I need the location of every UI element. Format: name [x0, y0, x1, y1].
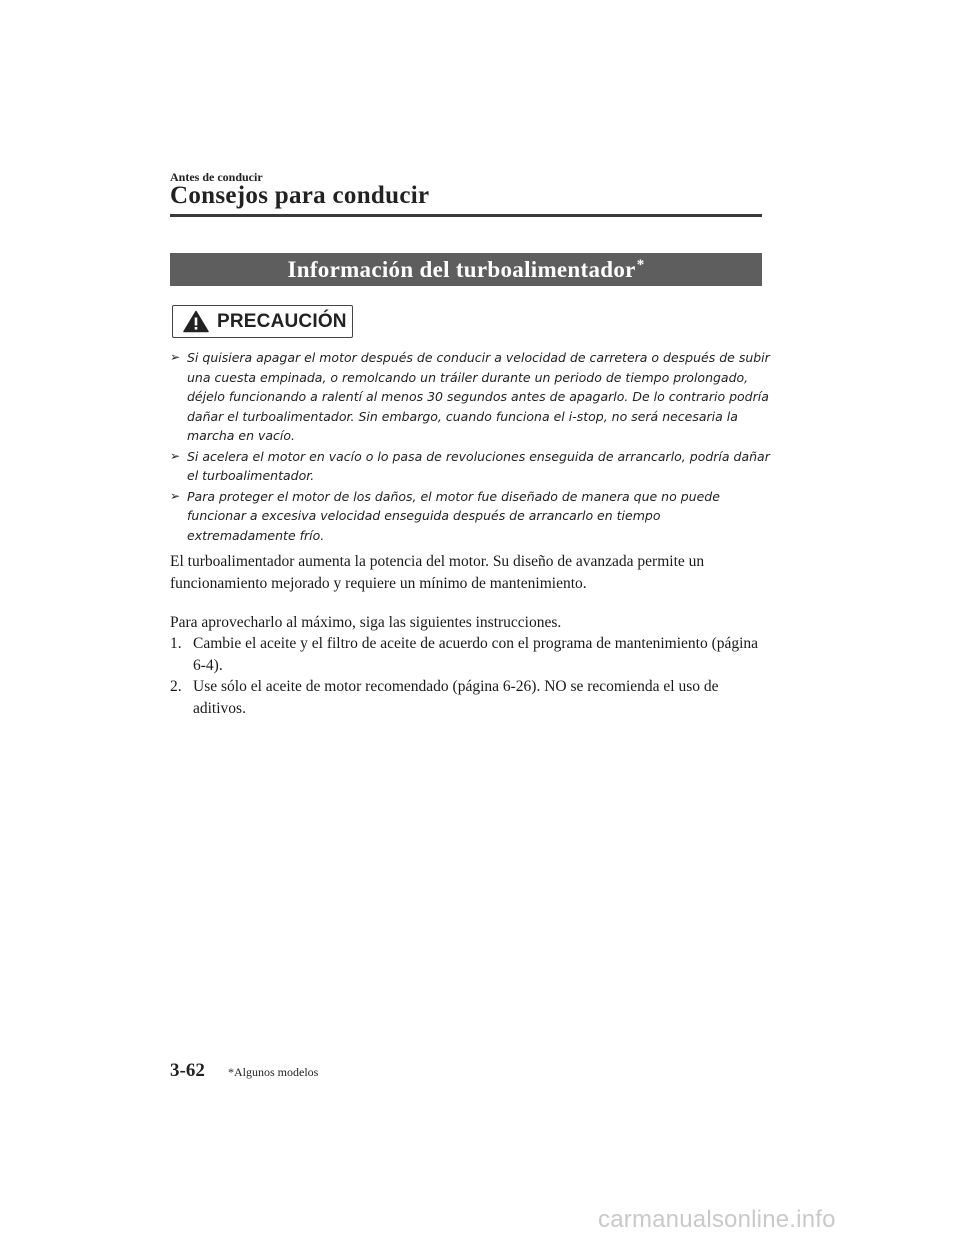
instruction-steps [170, 633, 762, 719]
intro-paragraph: El turboalimentador aumenta la potencia del motor. Su diseño de avanzada permite un funcionamiento mejorado y requiere un mínimo de mantenimiento. [170, 553, 705, 592]
arrow-bullet-icon: ➢ [170, 448, 181, 463]
instruction-step [170, 676, 762, 719]
arrow-bullet-icon: ➢ [170, 350, 181, 364]
caution-list [170, 348, 770, 546]
caution-item-text: Si acelera el motor en vacío o lo pasa de revoluciones enseguida de arrancarlo, podría dañar el turboalimentador. [187, 448, 770, 483]
warning-triangle-icon [183, 310, 209, 333]
page-title: Consejos para conducir [170, 182, 430, 209]
instruction-step [170, 633, 762, 676]
step-number: 2. [170, 678, 182, 695]
caution-item-text: Para proteger el motor de los daños, el motor fue diseñado de manera que no puede funcionar a excesiva velocidad enseguida después de arrancarlo en tiempo extremadamente frío. [187, 488, 720, 543]
step-text: Cambie el aceite y el filtro de aceite de acuerdo con el programa de mantenimiento (página 6-4). [193, 635, 759, 674]
footnote: *Algunos modelos [228, 1065, 319, 1079]
watermark: carmanualsonline.info [598, 1206, 836, 1233]
step-text: Use sólo el aceite de motor recomendado (página 6-26). NO se recomienda el uso de aditivos. [193, 678, 719, 717]
caution-item-text: Si quisiera apagar el motor después de conducir a velocidad de carretera o después de subir una cuesta empinada, o remolcando un tráiler durante un periodo de tiempo prolongado, déjelo funcionando a ralentí al menos 30 segundos antes de apagarlo. De lo contrario podría dañar el turboalimentador. Sin embargo, cuando funciona el i-stop, no será necesaria la marcha en vacío. [187, 350, 770, 443]
instructions-lead: Para aprovecharlo al máximo, siga las siguientes instrucciones. [170, 614, 562, 631]
caution-item [170, 348, 770, 446]
caution-box [172, 305, 353, 338]
caution-item [170, 447, 770, 486]
caution-label: PRECAUCIÓN [217, 310, 347, 332]
page-number: 3-62 [170, 1060, 205, 1081]
arrow-bullet-icon: ➢ [170, 488, 181, 503]
step-number: 1. [170, 635, 182, 652]
title-divider [170, 214, 762, 217]
banner-title: Información del turboalimentador [287, 256, 636, 282]
caution-item [170, 487, 770, 546]
banner-footnote-mark: * [636, 257, 645, 273]
section-banner [170, 253, 762, 286]
section-label: Antes de conducir [170, 170, 263, 184]
